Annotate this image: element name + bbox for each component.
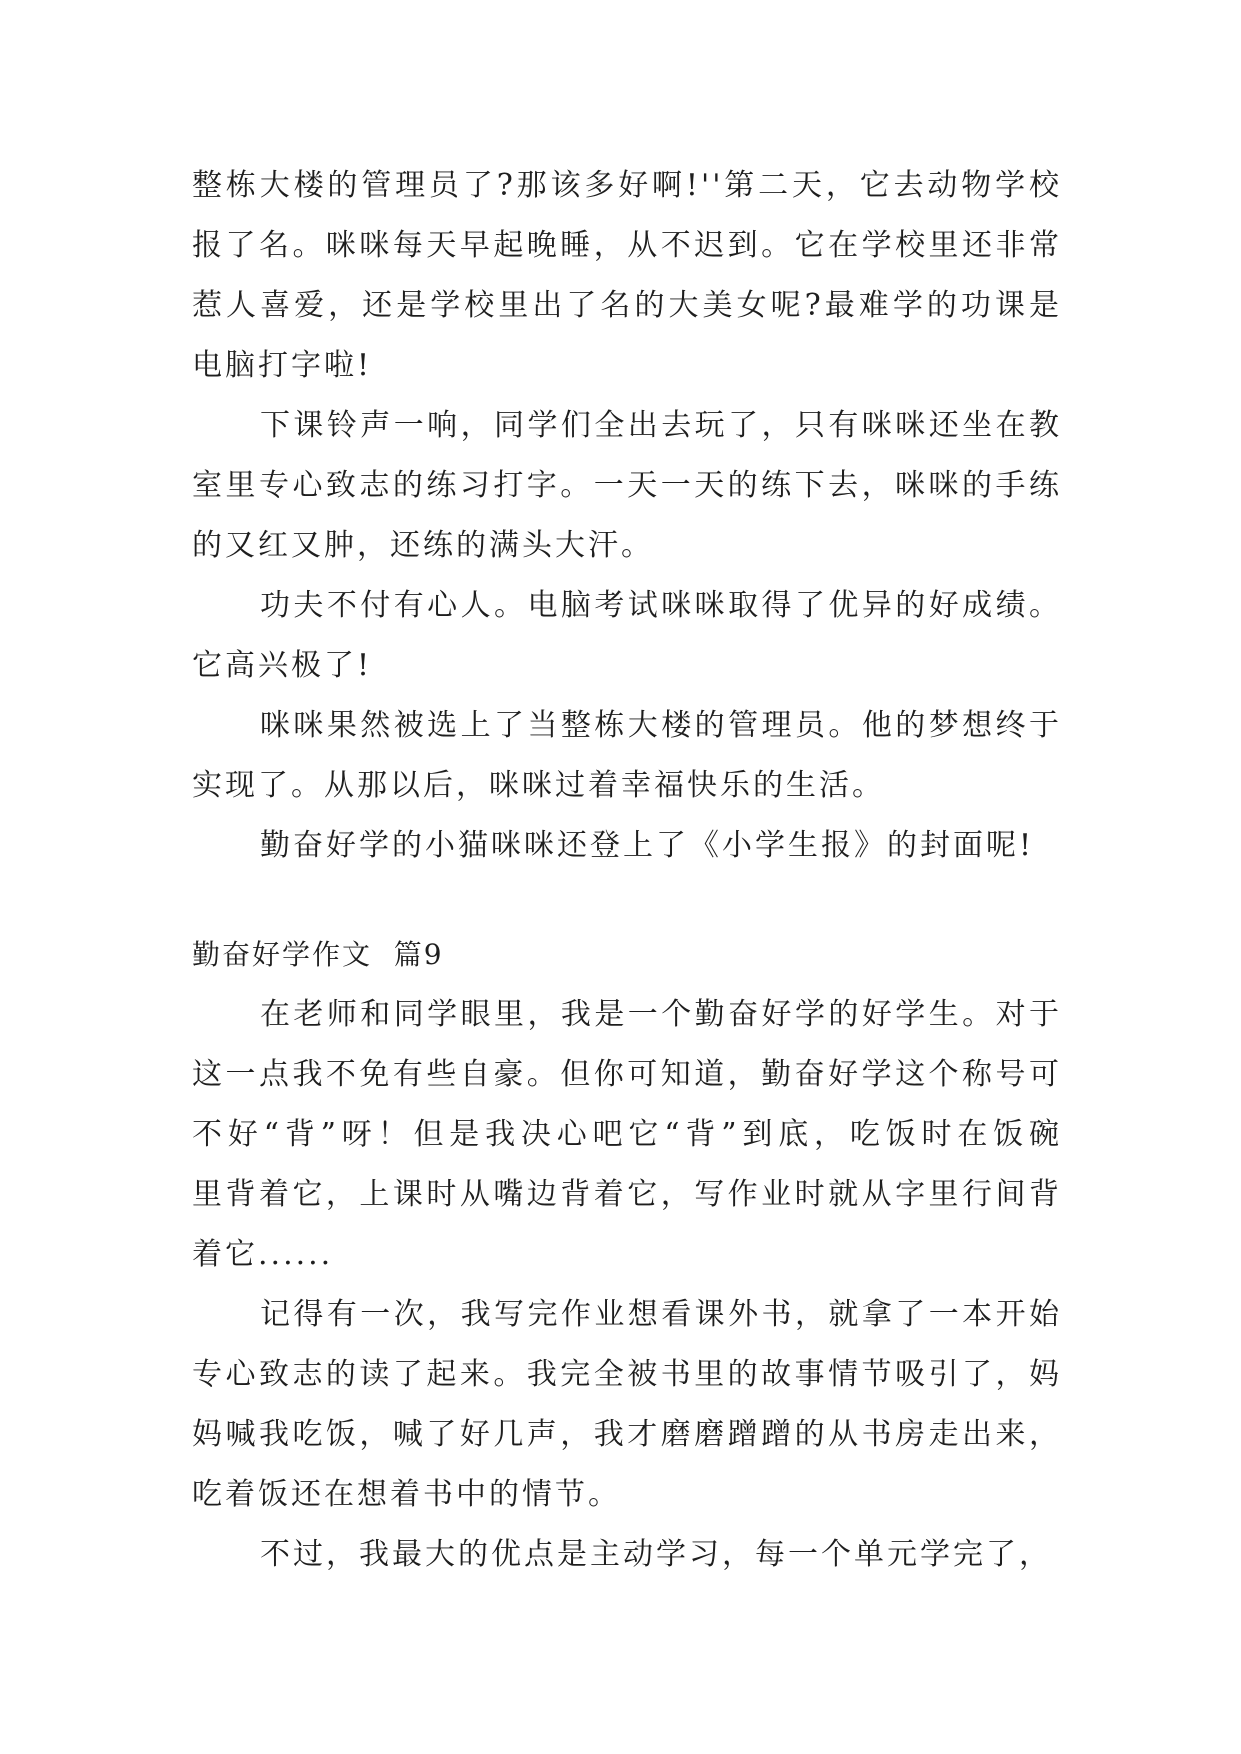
- paragraph: [192, 1525, 1062, 1585]
- paragraph: [192, 696, 1062, 816]
- essay-heading: 勤奋好学作文 篇9: [192, 938, 444, 971]
- text-line: 惹人喜爱，还是学校里出了名的大美女呢?最难学的功课是: [192, 288, 1062, 323]
- paragraph: [192, 396, 1062, 576]
- text-line: 报了名。咪咪每天早起晚睡，从不迟到。它在学校里还非常: [192, 228, 1062, 263]
- text-line: 里背着它，上课时从嘴边背着它，写作业时就从字里行间背: [192, 1177, 1062, 1212]
- text-line: 着它......: [192, 1237, 334, 1272]
- paragraph: [192, 576, 1062, 696]
- text-line: 不好“背”呀！但是我决心吧它“背”到底，吃饭时在饭碗: [192, 1117, 1062, 1152]
- text-line: 吃着饭还在想着书中的情节。: [192, 1477, 621, 1512]
- essay-body: [192, 156, 1062, 1585]
- text-line: 它高兴极了!: [192, 648, 373, 683]
- text-line: 记得有一次，我写完作业想看课外书，就拿了一本开始: [260, 1297, 1062, 1332]
- text-line: 室里专心致志的练习打字。一天一天的练下去，咪咪的手练: [192, 468, 1062, 503]
- text-line: 电脑打字啦!: [192, 348, 373, 383]
- text-line: 在老师和同学眼里，我是一个勤奋好学的好学生。对于: [260, 997, 1062, 1032]
- paragraph: [192, 156, 1062, 396]
- text-line: 咪咪果然被选上了当整栋大楼的管理员。他的梦想终于: [260, 708, 1062, 743]
- text-line: 功夫不付有心人。电脑考试咪咪取得了优异的好成绩。: [260, 588, 1062, 623]
- paragraph: [192, 1285, 1062, 1525]
- text-line: 整栋大楼的管理员了?那该多好啊!''第二天，它去动物学校: [192, 168, 1062, 203]
- paragraph: [192, 816, 1062, 876]
- paragraph: [192, 985, 1062, 1285]
- text-line: 妈喊我吃饭，喊了好几声，我才磨磨蹭蹭的从书房走出来，: [192, 1417, 1062, 1452]
- text-line: 不过，我最大的优点是主动学习，每一个单元学完了，: [260, 1537, 1052, 1572]
- text-line: 的又红又肿，还练的满头大汗。: [192, 528, 654, 563]
- text-line: 勤奋好学的小猫咪咪还登上了《小学生报》的封面呢!: [260, 828, 1035, 863]
- text-line: 下课铃声一响，同学们全出去玩了，只有咪咪还坐在教: [260, 408, 1062, 443]
- text-line: 专心致志的读了起来。我完全被书里的故事情节吸引了，妈: [192, 1357, 1062, 1392]
- text-line: 实现了。从那以后，咪咪过着幸福快乐的生活。: [192, 768, 885, 803]
- text-line: 这一点我不免有些自豪。但你可知道，勤奋好学这个称号可: [192, 1057, 1062, 1092]
